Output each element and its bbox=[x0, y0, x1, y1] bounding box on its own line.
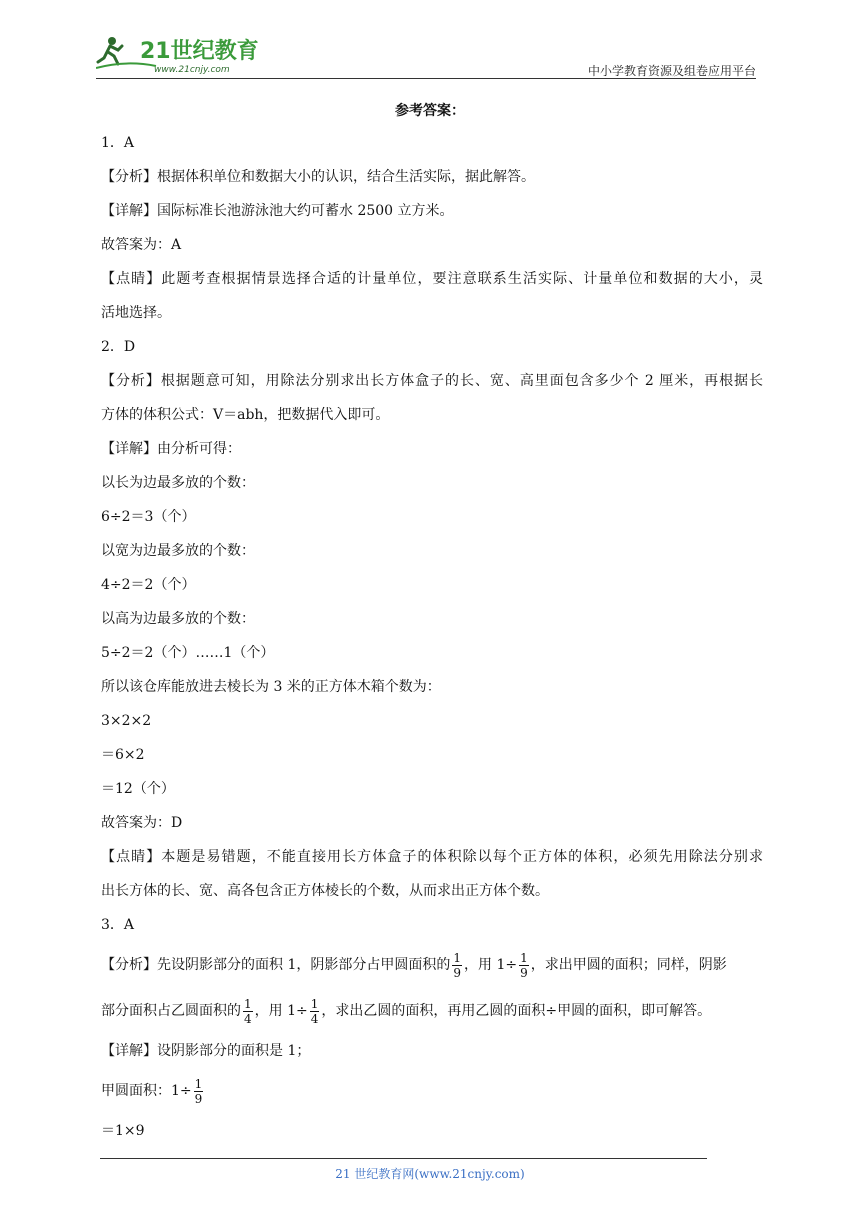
page-title: 参考答案： bbox=[395, 103, 465, 119]
q1-answer-heading: 1．A bbox=[101, 135, 135, 151]
fraction-denominator: 9 bbox=[194, 1091, 203, 1106]
fraction-denominator: 9 bbox=[453, 965, 461, 980]
fraction-numerator: 1 bbox=[194, 1076, 203, 1091]
q2-answer-heading: 2．D bbox=[101, 339, 136, 355]
fraction-numerator: 1 bbox=[520, 950, 528, 965]
q1-comment-line2: 活地选择。 bbox=[101, 305, 171, 321]
header-divider bbox=[96, 78, 756, 79]
q3-analysis-line2 bbox=[101, 988, 763, 1034]
q2-step-4: 4÷2＝2（个） bbox=[101, 577, 196, 593]
q3-analysis-text: ，求出乙圆的面积，再用乙圆的面积÷甲圆的面积，即可解答。 bbox=[321, 1003, 712, 1019]
q3-step-1 bbox=[101, 1068, 763, 1114]
logo bbox=[96, 32, 266, 76]
footer-divider bbox=[100, 1158, 707, 1159]
q2-step-8: 3×2×2 bbox=[101, 713, 152, 729]
fraction-one-ninth bbox=[452, 951, 462, 980]
fraction-numerator: 1 bbox=[310, 996, 319, 1011]
q2-step-9: ＝6×2 bbox=[101, 747, 145, 763]
q1-final-answer: 故答案为：A bbox=[101, 237, 182, 253]
q3-detail: 【详解】设阴影部分的面积是 1； bbox=[101, 1043, 311, 1059]
fraction-denominator: 4 bbox=[310, 1011, 319, 1026]
q2-comment-line1: 【点睛】本题是易错题，不能直接用长方体盒子的体积除以每个正方体的体积，必须先用除法分别求 bbox=[101, 849, 763, 865]
q2-analysis-line2: 方体的体积公式：V＝abh，把数据代入即可。 bbox=[101, 407, 390, 423]
q3-step-text: 甲圆面积：1÷ bbox=[101, 1083, 192, 1099]
fraction-denominator: 4 bbox=[244, 1011, 252, 1026]
logo-url: www.21cnjy.com bbox=[154, 65, 230, 75]
header-platform-text: 中小学教育资源及组卷应用平台 bbox=[587, 64, 756, 78]
fraction-denominator: 9 bbox=[520, 965, 528, 980]
q1-detail: 【详解】国际标准长池游泳池大约可蓄水 2500 立方米。 bbox=[101, 203, 454, 219]
q2-step-1: 以长为边最多放的个数： bbox=[101, 475, 255, 491]
q2-step-6: 5÷2＝2（个）……1（个） bbox=[101, 645, 275, 661]
q3-analysis-text: ，用 1÷ bbox=[464, 957, 518, 973]
q3-analysis-text: ，用 1÷ bbox=[254, 1003, 308, 1019]
q2-comment-line2: 出长方体的长、宽、高各包含正方体棱长的个数，从而求出正方体个数。 bbox=[101, 883, 549, 899]
q2-final-answer: 故答案为：D bbox=[101, 815, 183, 831]
q1-comment-line1: 【点睛】此题考查根据情景选择合适的计量单位，要注意联系生活实际、计量单位和数据的大小，灵 bbox=[101, 271, 763, 287]
answer-content bbox=[101, 126, 763, 1148]
q2-step-5: 以高为边最多放的个数： bbox=[101, 611, 255, 627]
q3-step-2: ＝1×9 bbox=[101, 1123, 145, 1139]
q2-detail: 【详解】由分析可得： bbox=[101, 441, 241, 457]
fraction-numerator: 1 bbox=[244, 996, 252, 1011]
fraction-one-fourth bbox=[243, 997, 253, 1026]
fraction-one-ninth bbox=[519, 951, 529, 980]
q3-analysis-text: ，求出甲圆的面积；同样，阴影 bbox=[530, 957, 727, 973]
q3-answer-heading: 3．A bbox=[101, 917, 135, 933]
q2-step-10: ＝12（个） bbox=[101, 781, 175, 797]
q2-step-3: 以宽为边最多放的个数： bbox=[101, 543, 255, 559]
q3-analysis-line1 bbox=[101, 942, 763, 988]
q3-analysis-text: 【分析】先设阴影部分的面积 1，阴影部分占甲圆面积的 bbox=[101, 957, 451, 973]
logo-text: 21世纪教育 bbox=[140, 39, 259, 64]
q3-analysis-text: 部分面积占乙圆面积的 bbox=[101, 1003, 241, 1019]
fraction-one-ninth bbox=[194, 1077, 204, 1106]
q2-step-7: 所以该仓库能放进去棱长为 3 米的正方体木箱个数为： bbox=[101, 679, 441, 695]
page-footer[interactable]: 21 世纪教育网(www.21cnjy.com) bbox=[335, 1167, 525, 1181]
q2-step-2: 6÷2＝3（个） bbox=[101, 509, 196, 525]
fraction-numerator: 1 bbox=[453, 950, 461, 965]
page-header bbox=[96, 28, 756, 80]
q2-analysis-line1: 【分析】根据题意可知，用除法分别求出长方体盒子的长、宽、高里面包含多少个 2 厘米，再根据长 bbox=[101, 373, 763, 389]
q1-analysis: 【分析】根据体积单位和数据大小的认识，结合生活实际，据此解答。 bbox=[101, 169, 535, 185]
fraction-one-fourth bbox=[310, 997, 320, 1026]
